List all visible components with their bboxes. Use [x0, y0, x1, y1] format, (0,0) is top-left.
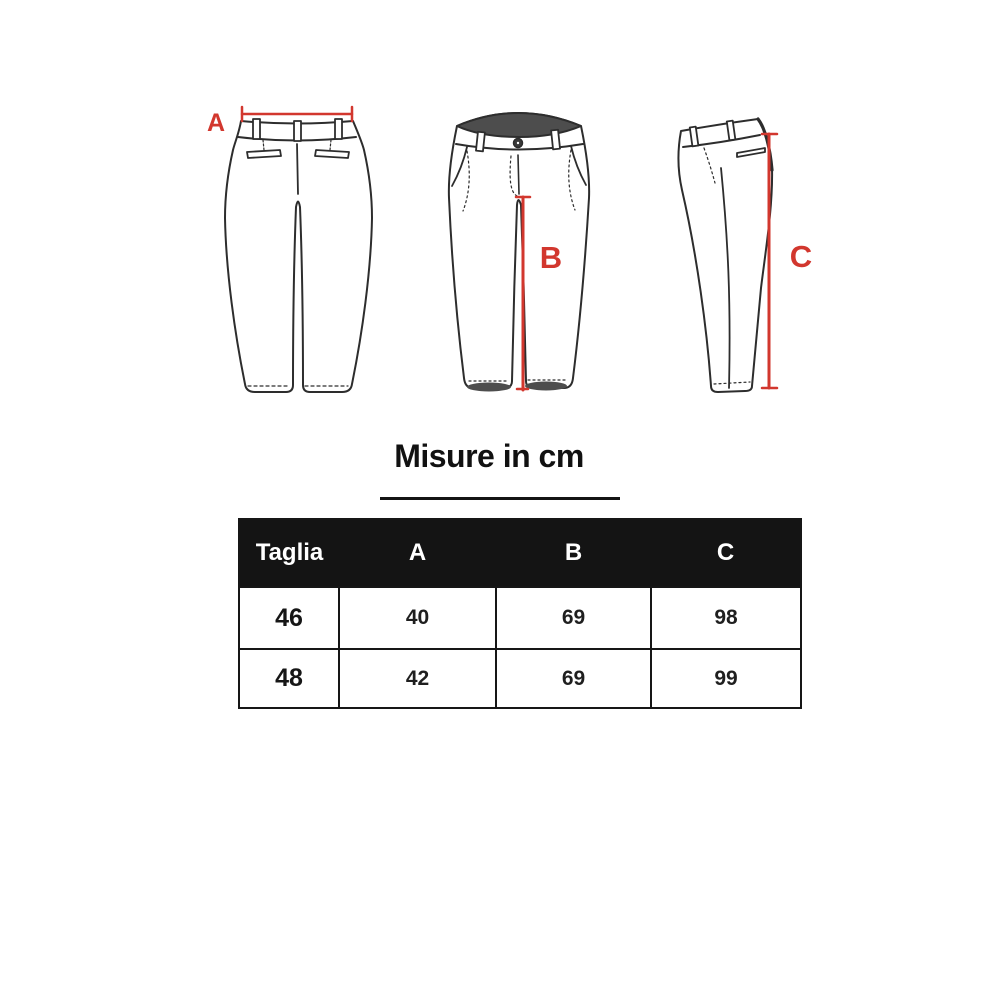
size-cell: 46	[239, 587, 339, 649]
measurement-label-b: B	[539, 240, 563, 275]
size-table-header-c: C	[651, 519, 801, 587]
size-table-header-a: A	[339, 519, 496, 587]
value-cell-a: 42	[339, 649, 496, 708]
value-cell-a: 40	[339, 587, 496, 649]
pants-diagrams	[0, 0, 1000, 440]
size-cell: 48	[239, 649, 339, 708]
size-table	[238, 518, 802, 709]
size-table-header-b: B	[496, 519, 651, 587]
measurement-label-c: C	[789, 239, 813, 274]
measurement-label-a: A	[206, 109, 226, 137]
value-cell-c: 98	[651, 587, 801, 649]
page-title: Misure in cm	[394, 438, 584, 474]
size-table-row-48	[239, 649, 801, 708]
pants-front-view-drawing	[449, 113, 589, 392]
pants-side-view-drawing	[679, 119, 773, 392]
size-table-row-46	[239, 587, 801, 649]
size-table-header-row	[239, 519, 801, 587]
size-table-header-taglia: Taglia	[239, 519, 339, 587]
title-underline	[380, 497, 620, 500]
pants-back-view-drawing	[225, 119, 372, 392]
value-cell-b: 69	[496, 649, 651, 708]
value-cell-c: 99	[651, 649, 801, 708]
value-cell-b: 69	[496, 587, 651, 649]
